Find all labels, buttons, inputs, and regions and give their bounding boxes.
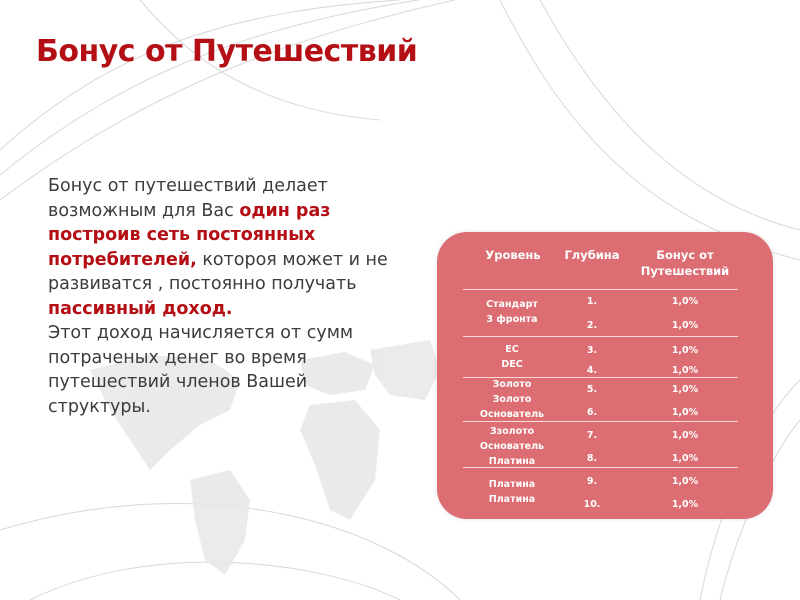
highlighted-text: один раз построив сеть постоянных потребителей, bbox=[48, 200, 331, 270]
paragraph-text: Бонус от путешествий делает возможным для Вас bbox=[48, 176, 328, 221]
depth-cell: 1. bbox=[586, 296, 598, 307]
level-cell bbox=[462, 377, 562, 422]
level-name: Основатель bbox=[479, 409, 545, 420]
bonus-cell: 1,0% bbox=[671, 296, 699, 307]
depth-cell: 10. bbox=[583, 499, 601, 510]
row-divider bbox=[463, 289, 738, 290]
highlighted-text: пассивный доход. bbox=[48, 298, 233, 319]
column-header-depth: Глубина bbox=[564, 248, 620, 262]
bonus-cell: 1,0% bbox=[671, 384, 699, 395]
column-header-level: Уровень bbox=[485, 248, 541, 262]
depth-cell: 7. bbox=[586, 430, 598, 441]
row-divider bbox=[463, 421, 738, 422]
level-cell bbox=[462, 477, 562, 507]
bonus-cell: 1,0% bbox=[671, 499, 699, 510]
level-name: Золото bbox=[492, 379, 532, 390]
depth-cell: 4. bbox=[586, 365, 598, 376]
bonus-cell: 1,0% bbox=[671, 365, 699, 376]
level-cell bbox=[462, 424, 562, 469]
slide-title: Бонус от Путешествий bbox=[36, 34, 418, 69]
level-name: Ззолото bbox=[489, 426, 535, 437]
bonus-cell: 1,0% bbox=[671, 407, 699, 418]
level-cell bbox=[462, 297, 562, 327]
row-divider bbox=[463, 336, 738, 337]
level-cell bbox=[462, 342, 562, 372]
column-header-bonus-line1: Бонус от bbox=[656, 248, 714, 262]
depth-cell: 8. bbox=[586, 453, 598, 464]
column-header-bonus bbox=[615, 247, 755, 279]
depth-cell: 5. bbox=[586, 384, 598, 395]
level-name: Стандарт bbox=[486, 299, 538, 310]
depth-cell: 9. bbox=[586, 476, 598, 487]
depth-cell: 6. bbox=[586, 407, 598, 418]
column-header-bonus-line2: Путешествий bbox=[640, 264, 730, 278]
level-name: EC bbox=[505, 344, 519, 355]
row-divider bbox=[463, 467, 738, 468]
bonus-cell: 1,0% bbox=[671, 476, 699, 487]
bonus-cell: 1,0% bbox=[671, 345, 699, 356]
bonus-cell: 1,0% bbox=[671, 430, 699, 441]
paragraph-intro bbox=[48, 174, 400, 321]
level-name: Платина bbox=[488, 456, 536, 467]
depth-cell: 3. bbox=[586, 345, 598, 356]
level-name: DEC bbox=[501, 359, 523, 370]
bonus-cell: 1,0% bbox=[671, 453, 699, 464]
level-name: 3 фронта bbox=[486, 314, 538, 325]
body-text bbox=[48, 174, 400, 419]
level-name: Золото bbox=[492, 394, 532, 405]
depth-cell: 2. bbox=[586, 320, 598, 331]
bonus-cell: 1,0% bbox=[671, 320, 699, 331]
level-name: Основатель bbox=[479, 441, 545, 452]
level-name: Платина bbox=[488, 479, 536, 490]
paragraph-text: котороя может и не развиватся , постоянно получать bbox=[48, 249, 388, 294]
level-name: Платина bbox=[488, 494, 536, 505]
paragraph-income: Этот доход начисляется от сумм потраченых денег во время путешествий членов Вашей структуры. bbox=[48, 323, 354, 417]
